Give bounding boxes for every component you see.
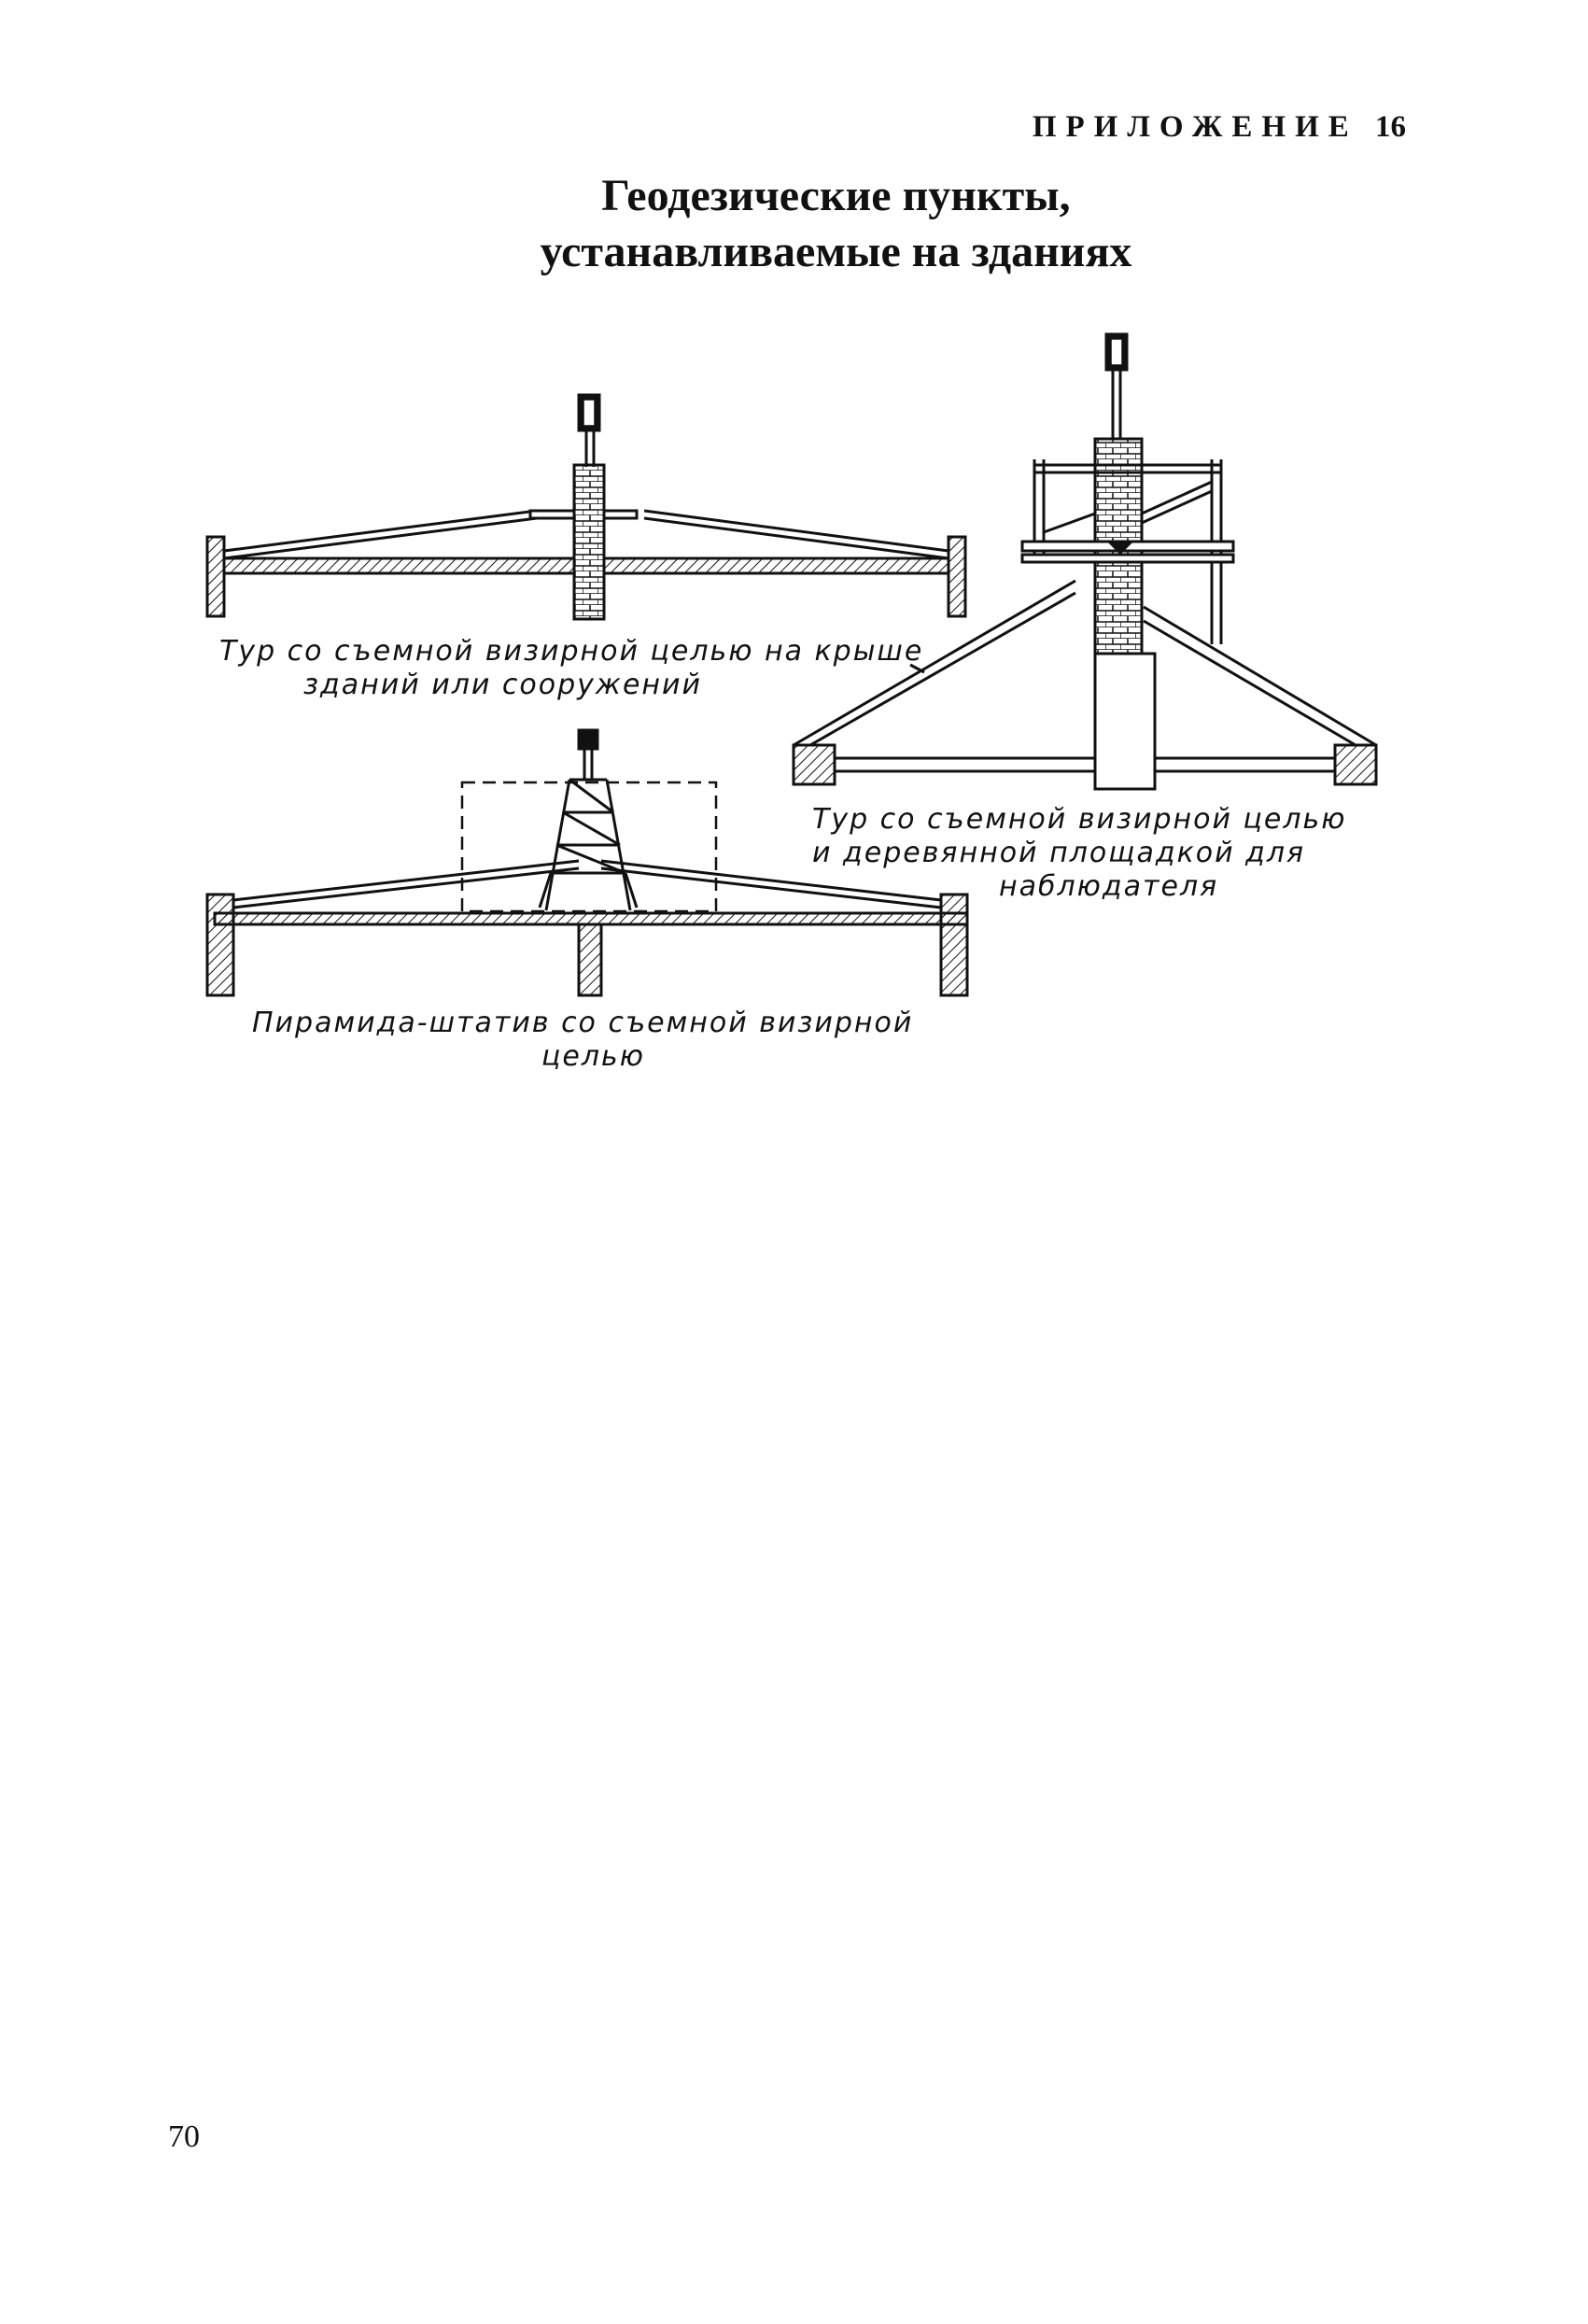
title-line-1: Геодезические пункты, bbox=[601, 171, 1071, 220]
appendix-number: 16 bbox=[1375, 110, 1406, 144]
caption-platform-tour bbox=[812, 803, 1346, 904]
caption-pyramid-tripod-line-1: Пирамида-штатив со съемной визирной bbox=[252, 1007, 914, 1039]
caption-platform-tour-line-1: Тур со съемной визирной целью bbox=[812, 803, 1347, 836]
caption-roof-tour bbox=[219, 635, 923, 702]
appendix-word: ПРИЛОЖЕНИЕ bbox=[1032, 110, 1358, 144]
caption-platform-tour-line-2: и деревянной площадкой для bbox=[812, 837, 1306, 869]
caption-platform-tour-line-3: наблюдателя bbox=[999, 870, 1219, 903]
caption-roof-tour-line-1: Тур со съемной визирной целью на крыше bbox=[219, 635, 924, 668]
figure-roof-tour bbox=[207, 395, 965, 619]
caption-pyramid-tripod-line-2: целью bbox=[541, 1040, 645, 1073]
caption-roof-tour-line-2: зданий или сооружений bbox=[303, 669, 703, 701]
caption-pyramid-tripod bbox=[252, 1007, 913, 1074]
title-line-2: устанавливаемые на зданиях bbox=[540, 227, 1132, 276]
page-number: 70 bbox=[168, 2120, 200, 2154]
